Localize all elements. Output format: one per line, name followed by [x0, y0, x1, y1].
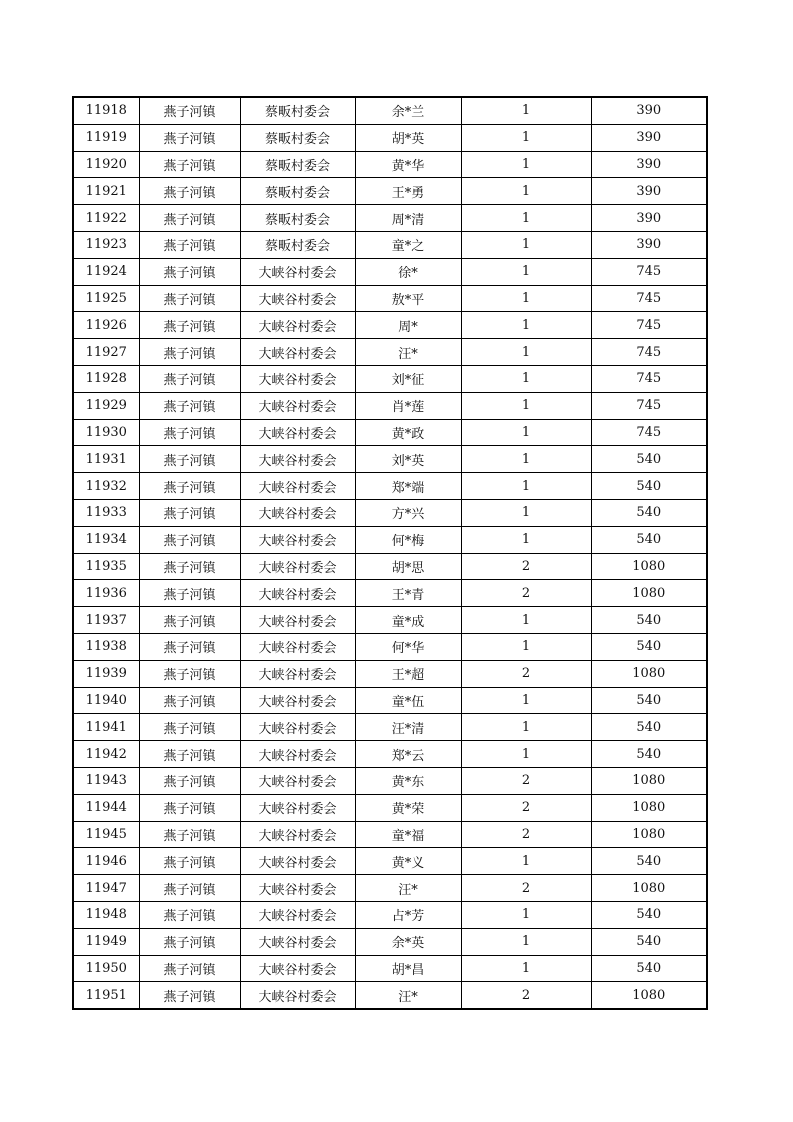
table-row — [73, 312, 707, 339]
cell-name: 胡*思 — [355, 553, 461, 580]
cell-name: 黄*政 — [355, 419, 461, 446]
table-row — [73, 714, 707, 741]
table-row — [73, 901, 707, 928]
cell-id: 11938 — [73, 633, 139, 660]
cell-id: 11929 — [73, 392, 139, 419]
cell-name: 何*梅 — [355, 526, 461, 553]
cell-town: 燕子河镇 — [139, 446, 240, 473]
cell-id: 11944 — [73, 794, 139, 821]
table-row — [73, 687, 707, 714]
table-row — [73, 285, 707, 312]
cell-town: 燕子河镇 — [139, 473, 240, 500]
cell-name: 徐* — [355, 258, 461, 285]
cell-amount: 540 — [591, 633, 707, 660]
cell-village: 蔡畈村委会 — [240, 205, 355, 232]
cell-id: 11922 — [73, 205, 139, 232]
cell-name: 胡*昌 — [355, 955, 461, 982]
cell-amount: 540 — [591, 687, 707, 714]
cell-name: 汪* — [355, 875, 461, 902]
cell-id: 11937 — [73, 607, 139, 634]
table-row — [73, 365, 707, 392]
cell-id: 11920 — [73, 151, 139, 178]
cell-id: 11925 — [73, 285, 139, 312]
cell-count: 1 — [461, 446, 591, 473]
cell-town: 燕子河镇 — [139, 392, 240, 419]
cell-name: 黄*华 — [355, 151, 461, 178]
table-row — [73, 553, 707, 580]
cell-amount: 745 — [591, 285, 707, 312]
cell-count: 1 — [461, 687, 591, 714]
cell-amount: 540 — [591, 607, 707, 634]
cell-id: 11934 — [73, 526, 139, 553]
cell-town: 燕子河镇 — [139, 607, 240, 634]
cell-village: 大峡谷村委会 — [240, 365, 355, 392]
cell-count: 2 — [461, 767, 591, 794]
cell-count: 1 — [461, 741, 591, 768]
cell-town: 燕子河镇 — [139, 258, 240, 285]
cell-id: 11939 — [73, 660, 139, 687]
cell-amount: 1080 — [591, 794, 707, 821]
cell-town: 燕子河镇 — [139, 151, 240, 178]
cell-count: 1 — [461, 258, 591, 285]
cell-name: 何*华 — [355, 633, 461, 660]
cell-id: 11943 — [73, 767, 139, 794]
cell-amount: 540 — [591, 848, 707, 875]
cell-village: 大峡谷村委会 — [240, 714, 355, 741]
cell-village: 大峡谷村委会 — [240, 499, 355, 526]
cell-count: 2 — [461, 982, 591, 1009]
cell-amount: 745 — [591, 258, 707, 285]
cell-id: 11918 — [73, 97, 139, 124]
cell-amount: 390 — [591, 231, 707, 258]
cell-town: 燕子河镇 — [139, 365, 240, 392]
roster-table — [72, 96, 708, 1010]
table-row — [73, 499, 707, 526]
cell-id: 11923 — [73, 231, 139, 258]
cell-village: 大峡谷村委会 — [240, 473, 355, 500]
cell-village: 大峡谷村委会 — [240, 875, 355, 902]
cell-name: 周* — [355, 312, 461, 339]
cell-name: 童*之 — [355, 231, 461, 258]
cell-count: 2 — [461, 821, 591, 848]
table-row — [73, 848, 707, 875]
cell-name: 童*成 — [355, 607, 461, 634]
cell-village: 大峡谷村委会 — [240, 955, 355, 982]
cell-name: 王*超 — [355, 660, 461, 687]
cell-amount: 390 — [591, 178, 707, 205]
cell-id: 11924 — [73, 258, 139, 285]
cell-id: 11932 — [73, 473, 139, 500]
cell-name: 黄*东 — [355, 767, 461, 794]
table-row — [73, 580, 707, 607]
table-row — [73, 526, 707, 553]
cell-village: 大峡谷村委会 — [240, 901, 355, 928]
cell-name: 童*伍 — [355, 687, 461, 714]
cell-id: 11935 — [73, 553, 139, 580]
cell-town: 燕子河镇 — [139, 499, 240, 526]
cell-village: 大峡谷村委会 — [240, 848, 355, 875]
cell-count: 1 — [461, 392, 591, 419]
cell-amount: 540 — [591, 499, 707, 526]
cell-count: 1 — [461, 97, 591, 124]
cell-town: 燕子河镇 — [139, 419, 240, 446]
cell-town: 燕子河镇 — [139, 714, 240, 741]
cell-count: 2 — [461, 660, 591, 687]
cell-id: 11933 — [73, 499, 139, 526]
table-row — [73, 875, 707, 902]
cell-count: 1 — [461, 285, 591, 312]
cell-town: 燕子河镇 — [139, 97, 240, 124]
cell-id: 11946 — [73, 848, 139, 875]
cell-amount: 745 — [591, 365, 707, 392]
cell-town: 燕子河镇 — [139, 633, 240, 660]
cell-village: 大峡谷村委会 — [240, 607, 355, 634]
cell-count: 2 — [461, 580, 591, 607]
table-row — [73, 258, 707, 285]
cell-id: 11930 — [73, 419, 139, 446]
cell-count: 1 — [461, 231, 591, 258]
cell-name: 方*兴 — [355, 499, 461, 526]
cell-town: 燕子河镇 — [139, 526, 240, 553]
cell-name: 王*青 — [355, 580, 461, 607]
cell-town: 燕子河镇 — [139, 928, 240, 955]
cell-name: 刘*征 — [355, 365, 461, 392]
cell-id: 11941 — [73, 714, 139, 741]
table-row — [73, 473, 707, 500]
cell-id: 11945 — [73, 821, 139, 848]
cell-name: 郑*端 — [355, 473, 461, 500]
table-row — [73, 446, 707, 473]
cell-village: 蔡畈村委会 — [240, 231, 355, 258]
cell-town: 燕子河镇 — [139, 580, 240, 607]
cell-count: 1 — [461, 714, 591, 741]
cell-count: 2 — [461, 875, 591, 902]
table-row — [73, 178, 707, 205]
table-row — [73, 205, 707, 232]
cell-town: 燕子河镇 — [139, 875, 240, 902]
table-row — [73, 928, 707, 955]
cell-count: 1 — [461, 473, 591, 500]
cell-id: 11947 — [73, 875, 139, 902]
table-row — [73, 151, 707, 178]
table-row — [73, 660, 707, 687]
table-row — [73, 607, 707, 634]
cell-count: 1 — [461, 339, 591, 366]
cell-village: 大峡谷村委会 — [240, 741, 355, 768]
cell-id: 11921 — [73, 178, 139, 205]
cell-name: 胡*英 — [355, 124, 461, 151]
cell-count: 2 — [461, 553, 591, 580]
cell-count: 1 — [461, 499, 591, 526]
cell-count: 1 — [461, 312, 591, 339]
cell-amount: 1080 — [591, 580, 707, 607]
cell-id: 11919 — [73, 124, 139, 151]
cell-town: 燕子河镇 — [139, 124, 240, 151]
cell-name: 周*清 — [355, 205, 461, 232]
cell-village: 蔡畈村委会 — [240, 124, 355, 151]
cell-name: 刘*英 — [355, 446, 461, 473]
cell-id: 11949 — [73, 928, 139, 955]
table-row — [73, 633, 707, 660]
cell-village: 大峡谷村委会 — [240, 767, 355, 794]
cell-town: 燕子河镇 — [139, 231, 240, 258]
cell-town: 燕子河镇 — [139, 821, 240, 848]
table-row — [73, 982, 707, 1009]
cell-town: 燕子河镇 — [139, 741, 240, 768]
cell-amount: 390 — [591, 151, 707, 178]
cell-id: 11940 — [73, 687, 139, 714]
cell-amount: 540 — [591, 526, 707, 553]
cell-id: 11936 — [73, 580, 139, 607]
cell-name: 余*英 — [355, 928, 461, 955]
cell-amount: 540 — [591, 473, 707, 500]
cell-count: 1 — [461, 178, 591, 205]
cell-count: 1 — [461, 928, 591, 955]
cell-village: 大峡谷村委会 — [240, 580, 355, 607]
table-row — [73, 741, 707, 768]
table-row — [73, 231, 707, 258]
cell-id: 11942 — [73, 741, 139, 768]
cell-id: 11931 — [73, 446, 139, 473]
table-row — [73, 392, 707, 419]
cell-village: 大峡谷村委会 — [240, 392, 355, 419]
cell-id: 11927 — [73, 339, 139, 366]
cell-town: 燕子河镇 — [139, 794, 240, 821]
cell-count: 1 — [461, 526, 591, 553]
cell-village: 大峡谷村委会 — [240, 258, 355, 285]
table-row — [73, 794, 707, 821]
cell-count: 1 — [461, 901, 591, 928]
cell-town: 燕子河镇 — [139, 901, 240, 928]
cell-amount: 540 — [591, 928, 707, 955]
cell-name: 黄*荣 — [355, 794, 461, 821]
cell-town: 燕子河镇 — [139, 767, 240, 794]
cell-village: 大峡谷村委会 — [240, 982, 355, 1009]
cell-id: 11948 — [73, 901, 139, 928]
cell-village: 大峡谷村委会 — [240, 446, 355, 473]
cell-name: 肖*莲 — [355, 392, 461, 419]
roster-table-body — [73, 97, 707, 1009]
cell-village: 大峡谷村委会 — [240, 821, 355, 848]
cell-name: 郑*云 — [355, 741, 461, 768]
cell-count: 2 — [461, 794, 591, 821]
cell-village: 大峡谷村委会 — [240, 526, 355, 553]
table-row — [73, 97, 707, 124]
cell-village: 大峡谷村委会 — [240, 687, 355, 714]
cell-amount: 390 — [591, 124, 707, 151]
cell-name: 敖*平 — [355, 285, 461, 312]
cell-village: 蔡畈村委会 — [240, 151, 355, 178]
cell-name: 黄*义 — [355, 848, 461, 875]
cell-amount: 745 — [591, 339, 707, 366]
cell-village: 大峡谷村委会 — [240, 419, 355, 446]
cell-name: 占*芳 — [355, 901, 461, 928]
cell-village: 大峡谷村委会 — [240, 928, 355, 955]
cell-amount: 1080 — [591, 821, 707, 848]
table-row — [73, 767, 707, 794]
cell-amount: 1080 — [591, 553, 707, 580]
cell-village: 大峡谷村委会 — [240, 660, 355, 687]
cell-amount: 1080 — [591, 767, 707, 794]
cell-amount: 540 — [591, 446, 707, 473]
cell-count: 1 — [461, 607, 591, 634]
cell-town: 燕子河镇 — [139, 339, 240, 366]
cell-amount: 540 — [591, 955, 707, 982]
table-row — [73, 955, 707, 982]
cell-town: 燕子河镇 — [139, 285, 240, 312]
cell-amount: 745 — [591, 419, 707, 446]
cell-village: 大峡谷村委会 — [240, 312, 355, 339]
cell-village: 大峡谷村委会 — [240, 339, 355, 366]
cell-town: 燕子河镇 — [139, 660, 240, 687]
cell-count: 1 — [461, 124, 591, 151]
cell-count: 1 — [461, 848, 591, 875]
cell-id: 11950 — [73, 955, 139, 982]
cell-amount: 540 — [591, 901, 707, 928]
cell-amount: 1080 — [591, 660, 707, 687]
cell-village: 蔡畈村委会 — [240, 178, 355, 205]
cell-village: 大峡谷村委会 — [240, 633, 355, 660]
cell-town: 燕子河镇 — [139, 178, 240, 205]
table-row — [73, 419, 707, 446]
cell-village: 大峡谷村委会 — [240, 285, 355, 312]
cell-name: 汪*清 — [355, 714, 461, 741]
cell-count: 1 — [461, 205, 591, 232]
cell-name: 王*勇 — [355, 178, 461, 205]
cell-name: 余*兰 — [355, 97, 461, 124]
cell-count: 1 — [461, 419, 591, 446]
cell-amount: 540 — [591, 714, 707, 741]
cell-name: 汪* — [355, 339, 461, 366]
cell-town: 燕子河镇 — [139, 312, 240, 339]
table-row — [73, 124, 707, 151]
cell-name: 童*福 — [355, 821, 461, 848]
cell-town: 燕子河镇 — [139, 687, 240, 714]
cell-amount: 390 — [591, 205, 707, 232]
cell-amount: 745 — [591, 392, 707, 419]
cell-amount: 1080 — [591, 875, 707, 902]
cell-amount: 540 — [591, 741, 707, 768]
cell-count: 1 — [461, 955, 591, 982]
cell-id: 11926 — [73, 312, 139, 339]
cell-village: 大峡谷村委会 — [240, 794, 355, 821]
cell-id: 11951 — [73, 982, 139, 1009]
cell-name: 汪* — [355, 982, 461, 1009]
cell-town: 燕子河镇 — [139, 955, 240, 982]
cell-town: 燕子河镇 — [139, 205, 240, 232]
cell-amount: 745 — [591, 312, 707, 339]
cell-town: 燕子河镇 — [139, 848, 240, 875]
cell-town: 燕子河镇 — [139, 982, 240, 1009]
cell-id: 11928 — [73, 365, 139, 392]
cell-amount: 1080 — [591, 982, 707, 1009]
cell-count: 1 — [461, 633, 591, 660]
cell-village: 大峡谷村委会 — [240, 553, 355, 580]
cell-count: 1 — [461, 151, 591, 178]
cell-amount: 390 — [591, 97, 707, 124]
table-row — [73, 821, 707, 848]
table-row — [73, 339, 707, 366]
cell-town: 燕子河镇 — [139, 553, 240, 580]
cell-count: 1 — [461, 365, 591, 392]
cell-village: 蔡畈村委会 — [240, 97, 355, 124]
